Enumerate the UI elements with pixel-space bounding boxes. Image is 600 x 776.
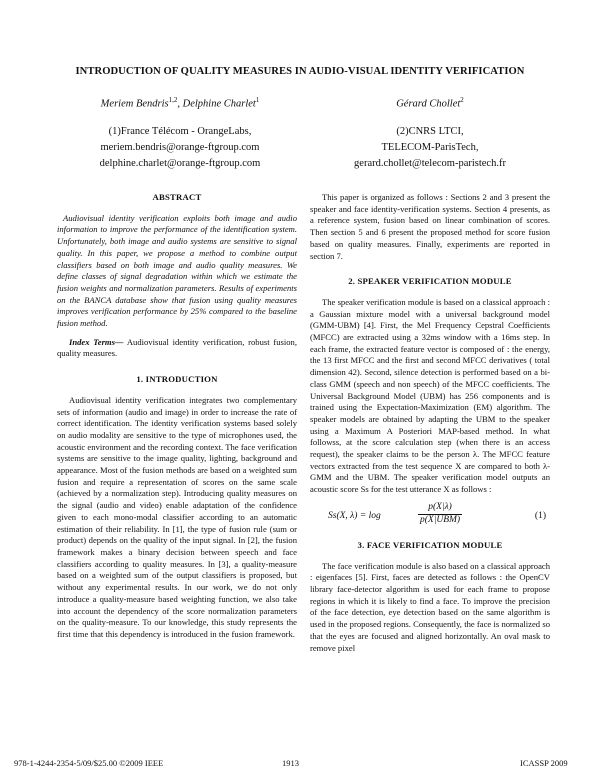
- equation-lhs: Ss(X, λ) = log: [328, 510, 381, 521]
- affiliation-right-line: TELECOM-ParisTech,: [381, 142, 479, 153]
- affiliation-right: [320, 124, 540, 172]
- author-chollet-sup: 2: [460, 96, 464, 104]
- author-bendris: Meriem Bendris: [100, 98, 169, 110]
- affiliation-right-line: (2)CNRS LTCI,: [396, 126, 464, 137]
- speaker-text: The speaker verification module is based on a classical approach : a Gaussian mixture model with a universal background model (GMM-UBM) [4]. First, the Mel Frequency Cepstral Coefficients (MFCC) are extracted using a 32ms window with a 16ms step. In each frame, the extracted feature vector is composed of : the energy, the 13 first MFCC and the first and second MFCC derivatives ( total dimension 42). Second, silence detection is performed based on a bi-class GMM (speech and non speech) of the MFCC coefficients. The Universal Background Model (UBM) has 256 components and is trained using the Expectation-Maximization (EM) algorithm. The speaker models are obtained by adapting the UBM to the speaker using a Maximum A Posteriori MAP-based method. In what followss, at the score calculation step (when there is an access request), the speaker claims to be the person λ. The MFCC feature vectors extracted from the test sequence X are compared to both λ-GMM and the UBM. The speaker verification model outputs an acoustic score Ss for the test utterance X as follows :: [310, 296, 550, 495]
- speaker-heading: 2. SPEAKER VERIFICATION MODULE: [348, 276, 512, 287]
- index-terms: [57, 337, 297, 360]
- left-column: [57, 192, 297, 641]
- affiliation-left: [60, 124, 300, 172]
- intro-heading: 1. INTRODUCTION: [136, 374, 218, 385]
- organization-text: This paper is organized as follows : Sections 2 and 3 present the speaker and face identity-verification systems. Section 4 presents, as a reference system, fusion based on linear combination of scores. Then section 5 and 6 present the proposed method for score fusion based on quality measures. Finally, experiments are reported in section 7.: [310, 192, 550, 261]
- author-charlet-sup: 1: [255, 96, 260, 104]
- footer-isbn: 978-1-4244-2354-5/09/$25.00 ©2009 IEEE: [14, 758, 164, 768]
- authors-right: [320, 96, 540, 110]
- abstract-heading: ABSTRACT: [152, 192, 202, 202]
- affiliation-left-line: delphine.charlet@orange-ftgroup.com: [99, 158, 261, 169]
- equation-label: (1): [534, 510, 546, 521]
- footer-conference: ICASSP 2009: [520, 758, 568, 768]
- index-terms-label: Index Terms—: [69, 336, 124, 347]
- face-text: The face verification module is also based on a classical approach : eigenfaces [5]. First, faces are detected as follows : the OpenCV library face-detector algorithm is used for each frame to propose regions in which it is likely to find a face. To improve the precision of the face detection, eye detection based on the same algorithm is used in the proposed regions. Consequently, the face is normalized so that the eyes are focused and aligned horizontally. An oval mask to remove pixel: [310, 560, 550, 653]
- equation-denominator: p(X|UBM): [420, 514, 461, 525]
- intro-text: Audiovisual identity verification integrates two complementary sets of information (audio and image) in order to increase the rate of correct identification. The identity verification systems based solely on audio modality are sensitive to the type of microphones used, the acoustic environment and the recording context. The face verification systems are sensitive to the image quality, lighting, background and appearance. Most of the fusion methods are based on a weighted sum fusion and require a representation of scores on the same scale (achieved by a normalization step). Introducing quality measures on the signal (audio and video) enable adaptation of the confidence given to each mono-modal classifier according to an automatic estimation of their reliability. In [1], the type of fusion rule (sum or product) depends on the quality of the input signal. In [2], the fusion framework makes a binary decision between speech and face classifiers according to quality measures. In [3], a quality-measure based on a weighted sum of the output classifiers is proposed, but without any experimental results. In our work, we do not only introduce a quality-measure based weighting function, we also take into account the dependency of the score normalization parameters on the quality-measure. To our knowledge, this study represents the first time that this dependency is introduced in the fusion framework.: [57, 394, 297, 639]
- affiliation-left-line: (1)France Télécom - OrangeLabs,: [108, 126, 252, 137]
- author-sep: , Delphine Charlet: [177, 98, 256, 110]
- paper-title: INTRODUCTION OF QUALITY MEASURES IN AUDIO-VISUAL IDENTITY VERIFICATION: [75, 66, 525, 77]
- equation-fraction: [418, 502, 462, 526]
- abstract-text: Audiovisual identity verification exploits both image and audio information to improve the performance of the identification system. Unfortunately, both image and audio systems are sensitive to signal quality. In this paper, we propose a method to combine output classifiers based on both image and audio quality measures. We define classes of signal degradation within which we estimate the fusion weights and normalization parameters. Results of experiments on the BANCA database show that fusion using quality measures improves verification performance by 25% compared to the baseline fusion method.: [57, 212, 297, 329]
- author-bendris-sup: 1,2: [168, 96, 178, 104]
- footer-page-number: 1913: [282, 758, 299, 768]
- authors-left: [60, 96, 300, 110]
- right-column: [310, 192, 550, 654]
- author-chollet: Gérard Chollet: [396, 98, 461, 110]
- index-terms-text: Audiovisual identity verification, robust fusion, quality measures.: [57, 336, 297, 359]
- affiliation-right-line: gerard.chollet@telecom-paristech.fr: [354, 158, 506, 169]
- equation-numerator: p(X|λ): [418, 502, 462, 515]
- equation-1: [310, 502, 550, 532]
- face-heading: 3. FACE VERIFICATION MODULE: [357, 539, 503, 550]
- affiliation-left-line: meriem.bendris@orange-ftgroup.com: [100, 142, 260, 153]
